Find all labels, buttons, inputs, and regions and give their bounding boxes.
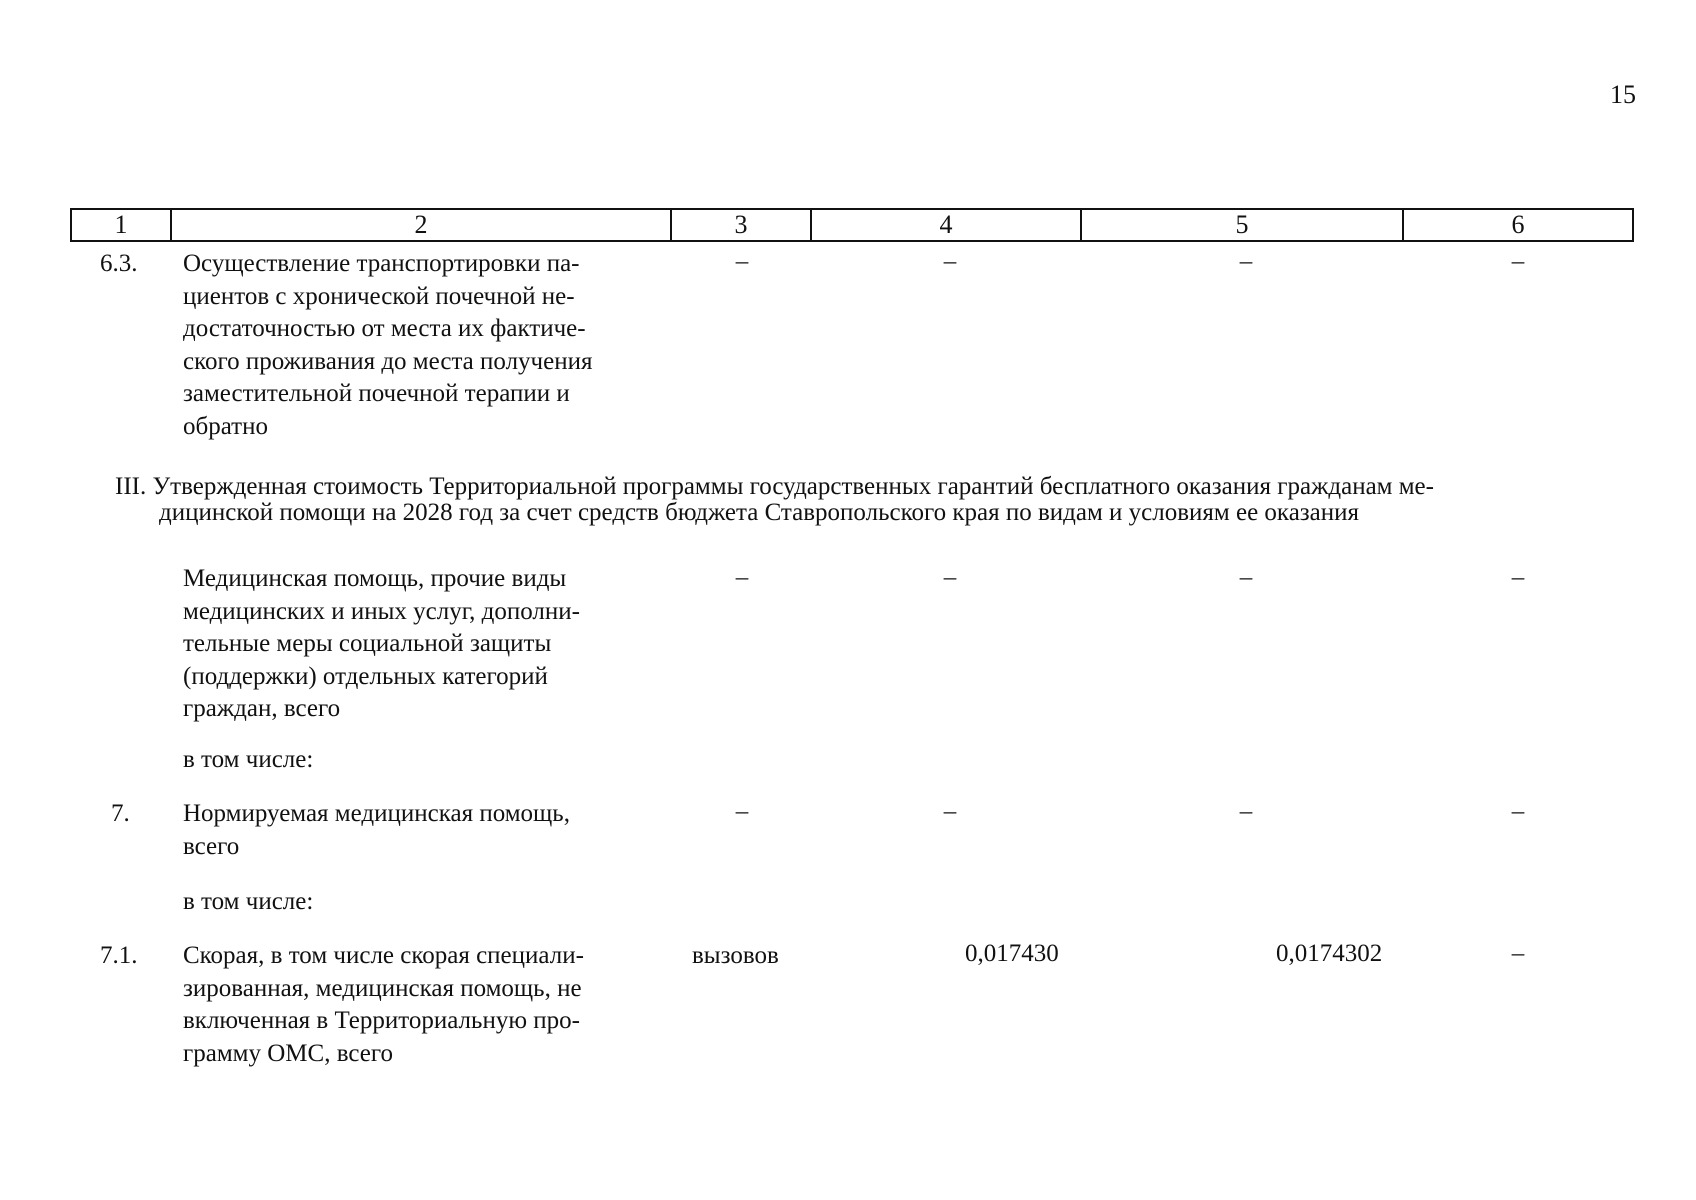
row-number: 7.1. [100,942,138,969]
text-line: включенная в Территориальную про- [183,1007,580,1034]
text-line: медицинских и иных услуг, дополни- [183,597,580,625]
cell-col5-value: 0,0174302 [1276,940,1383,967]
column-number-4: 4 [810,210,1080,240]
cell-col5: – [1239,564,1253,591]
cell-col4: – [943,248,957,275]
column-number-5: 5 [1080,210,1402,240]
column-number-6: 6 [1402,210,1632,240]
cell-col3-unit: вызовов [692,942,779,969]
text-line: зированная, медицинская помощь, не [183,974,582,1002]
page-number: 15 [1610,80,1636,109]
text-line: грамму ОМС, всего [183,1039,393,1067]
row-description [183,563,665,726]
row-description [183,940,665,1070]
text-line: ского проживания до места получения [183,347,593,375]
text-line: достаточностью от места их фактиче- [183,315,586,342]
cell-col6: – [1511,940,1525,967]
cell-col4-value: 0,017430 [965,940,1059,967]
subtotal-label: в том числе: [183,746,314,773]
row-number: 6.3. [100,250,138,277]
cell-col6: – [1511,248,1525,275]
text-line: тельные меры социальной защиты [183,630,552,657]
cell-col3: – [735,798,749,825]
text-line: Осуществление транспортировки па- [183,250,580,277]
subtotal-label: в том числе: [183,888,314,915]
text-line: Нормируемая медицинская помощь, [183,800,570,827]
cell-col5: – [1239,248,1253,275]
row-description [183,798,665,863]
section-heading-line: III. Утвержденная стоимость Территориальной программы государственных гарантий бесплатного оказания гражданам ме- [115,473,1434,500]
cell-col4: – [943,798,957,825]
cell-col3: – [735,564,749,591]
cell-col6: – [1511,564,1525,591]
cell-col6: – [1511,798,1525,825]
cell-col3: – [735,248,749,275]
row-description [183,248,665,443]
column-number-1: 1 [114,210,128,239]
text-line: циентов с хронической почечной не- [183,282,575,310]
text-line: Скорая, в том числе скорая специали- [183,942,584,969]
table-column-header [70,208,1634,242]
cell-col4: – [943,564,957,591]
text-line: граждан, всего [183,695,341,722]
text-line: всего [183,832,240,860]
text-line: заместительной почечной терапии и [183,380,570,407]
text-line: (поддержки) отдельных категорий [183,662,548,690]
text-line: обратно [183,412,268,440]
section-heading-line: дицинской помощи на 2028 год за счет средств бюджета Ставропольского края по видам и условиям ее оказания [159,499,1360,526]
column-number-3: 3 [670,210,810,240]
column-number-2: 2 [170,210,670,240]
text-line: Медицинская помощь, прочие виды [183,565,567,592]
cell-col5: – [1239,798,1253,825]
row-number: 7. [111,800,130,827]
section-heading [115,474,1620,526]
